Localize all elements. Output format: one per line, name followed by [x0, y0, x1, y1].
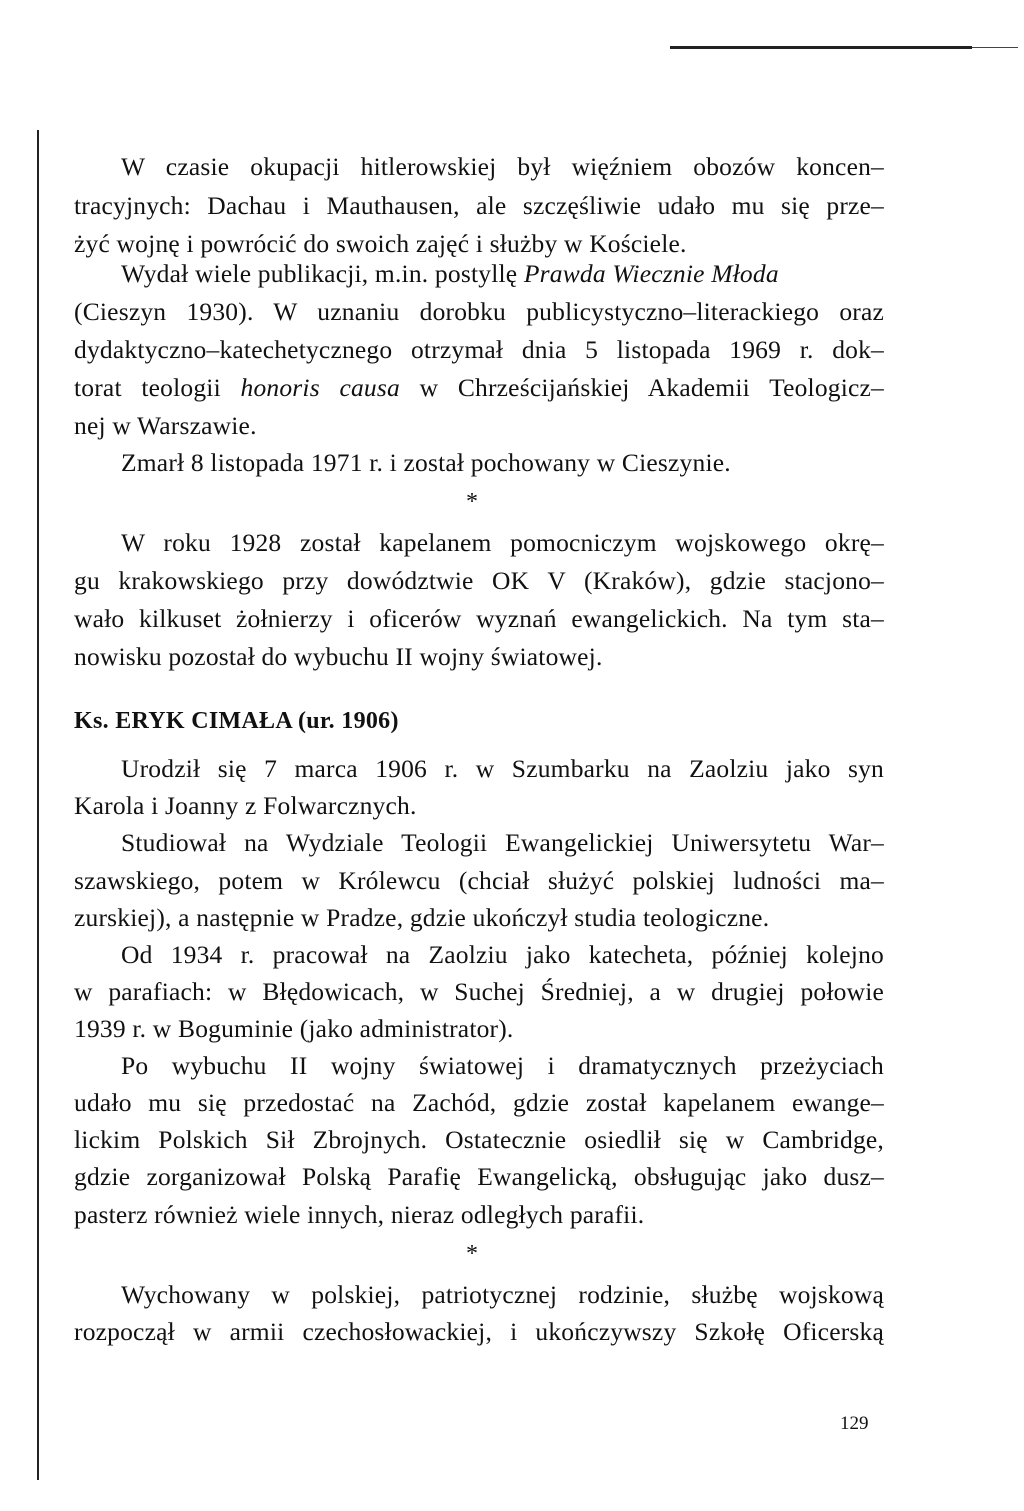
text-line: tracyjnych: Dachau i Mauthausen, ale szczęśliwie udało mu się prze– — [74, 191, 884, 220]
left-margin-rule — [37, 130, 39, 1480]
text-line: Studiował na Wydziale Teologii Ewangelickiej Uniwersytetu War– — [121, 828, 884, 857]
page-number: 129 — [840, 1413, 869, 1434]
text-line: nej w Warszawie. — [74, 411, 257, 440]
top-rule-end — [972, 47, 1018, 48]
text-line: wało kilkuset żołnierzy i oficerów wyznań ewangelickich. Na tym sta– — [74, 604, 884, 633]
text-line: zurskiej), a następnie w Pradze, gdzie ukończył studia teologiczne. — [74, 903, 770, 932]
text-line: żyć wojnę i powrócić do swoich zajęć i służby w Kościele. — [74, 229, 687, 258]
section-separator: * — [466, 489, 478, 515]
text-line: Urodził się 7 marca 1906 r. w Szumbarku na Zaolziu jako syn — [121, 754, 884, 783]
text-line: udało mu się przedostać na Zachód, gdzie został kapelanem ewange– — [74, 1088, 884, 1117]
text-segment: w Chrześcijańskiej Akademii Teologicz– — [399, 373, 884, 402]
text-line: Wychowany w polskiej, patriotycznej rodzinie, służbę wojskową — [121, 1280, 884, 1309]
text-segment: Wydał wiele publikacji, m.in. postyllę — [121, 259, 524, 288]
text-line: rozpoczął w armii czechosłowackiej, i ukończywszy Szkołę Oficerską — [74, 1317, 884, 1346]
text-line: gu krakowskiego przy dowództwie OK V (Kraków), gdzie stacjono– — [74, 566, 884, 595]
text-line: szawskiego, potem w Królewcu (chciał służyć polskiej ludności ma– — [74, 866, 884, 895]
section-separator: * — [466, 1241, 478, 1267]
italic-phrase: honoris causa — [240, 373, 400, 402]
section-heading: Ks. ERYK CIMAŁA (ur. 1906) — [74, 708, 399, 734]
text-line — [74, 373, 884, 403]
italic-title: Prawda Wiecznie Młoda — [523, 259, 779, 288]
text-line: dydaktyczno–katechetycznego otrzymał dnia 5 listopada 1969 r. dok– — [74, 335, 884, 364]
text-line: Od 1934 r. pracował na Zaolziu jako katecheta, później kolejno — [121, 940, 884, 969]
text-line: W czasie okupacji hitlerowskiej był więźniem obozów koncen– — [121, 152, 884, 181]
text-line: (Cieszyn 1930). W uznaniu dorobku publicystyczno–literackiego oraz — [74, 297, 884, 326]
text-line: 1939 r. w Boguminie (jako administrator). — [74, 1014, 514, 1043]
text-line: w parafiach: w Błędowicach, w Suchej Średniej, a w drugiej połowie — [74, 977, 884, 1006]
text-line: lickim Polskich Sił Zbrojnych. Ostatecznie osiedlił się w Cambridge, — [74, 1125, 884, 1154]
text-line: W roku 1928 został kapelanem pomocniczym wojskowego okrę– — [121, 528, 884, 557]
text-line: Zmarł 8 listopada 1971 r. i został pochowany w Cieszynie. — [121, 448, 731, 477]
text-segment: torat teologii — [74, 373, 241, 402]
text-line: pasterz również wiele innych, nieraz odległych parafii. — [74, 1200, 645, 1229]
text-line: nowisku pozostał do wybuchu II wojny światowej. — [74, 642, 603, 671]
top-rule — [670, 46, 972, 49]
text-line: Po wybuchu II wojny światowej i dramatycznych przeżyciach — [121, 1051, 884, 1080]
text-line — [121, 259, 779, 289]
text-line: gdzie zorganizował Polską Parafię Ewangelicką, obsługując jako dusz– — [74, 1162, 884, 1191]
text-line: Karola i Joanny z Folwarcznych. — [74, 791, 417, 820]
